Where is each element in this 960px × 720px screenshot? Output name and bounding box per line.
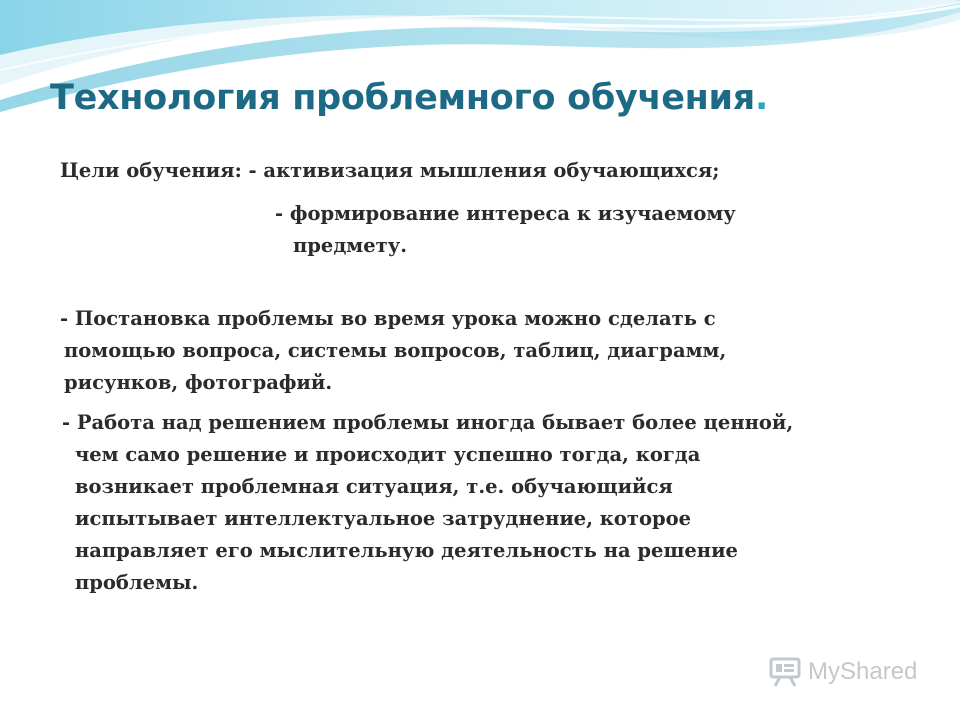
slide-title xyxy=(50,78,768,118)
paragraph-line: испытывает интеллектуальное затруднение, которое xyxy=(75,507,692,530)
presentation-board-icon xyxy=(768,657,802,687)
myshared-watermark xyxy=(768,657,917,687)
slide-title-dot: . xyxy=(754,78,768,118)
paragraph-line: направляет его мыслительную деятельность на решение xyxy=(75,539,738,562)
paragraph-line: - Постановка проблемы во время урока можно сделать с xyxy=(60,307,716,330)
watermark-text: MyShared xyxy=(808,658,918,685)
paragraph-line: возникает проблемная ситуация, т.е. обучающийся xyxy=(75,475,673,498)
goals-line-2: - формирование интереса к изучаемому xyxy=(275,202,736,225)
paragraph-line: - Работа над решением проблемы иногда бывает более ценной, xyxy=(62,411,794,434)
paragraph-line: чем само решение и происходит успешно тогда, когда xyxy=(75,443,701,466)
slide-title-text: Технология проблемного обучения xyxy=(50,78,755,118)
paragraph-problem-solving xyxy=(62,407,793,599)
paragraph-line: помощью вопроса, системы вопросов, таблиц, диаграмм, xyxy=(64,339,727,362)
paragraph-line: проблемы. xyxy=(75,571,199,594)
paragraph-line: рисунков, фотографий. xyxy=(64,371,333,394)
goals-line-3: предмету. xyxy=(293,234,408,257)
paragraph-problem-statement xyxy=(60,303,726,399)
goals-line-1: Цели обучения: - активизация мышления обучающихся; xyxy=(60,159,720,182)
